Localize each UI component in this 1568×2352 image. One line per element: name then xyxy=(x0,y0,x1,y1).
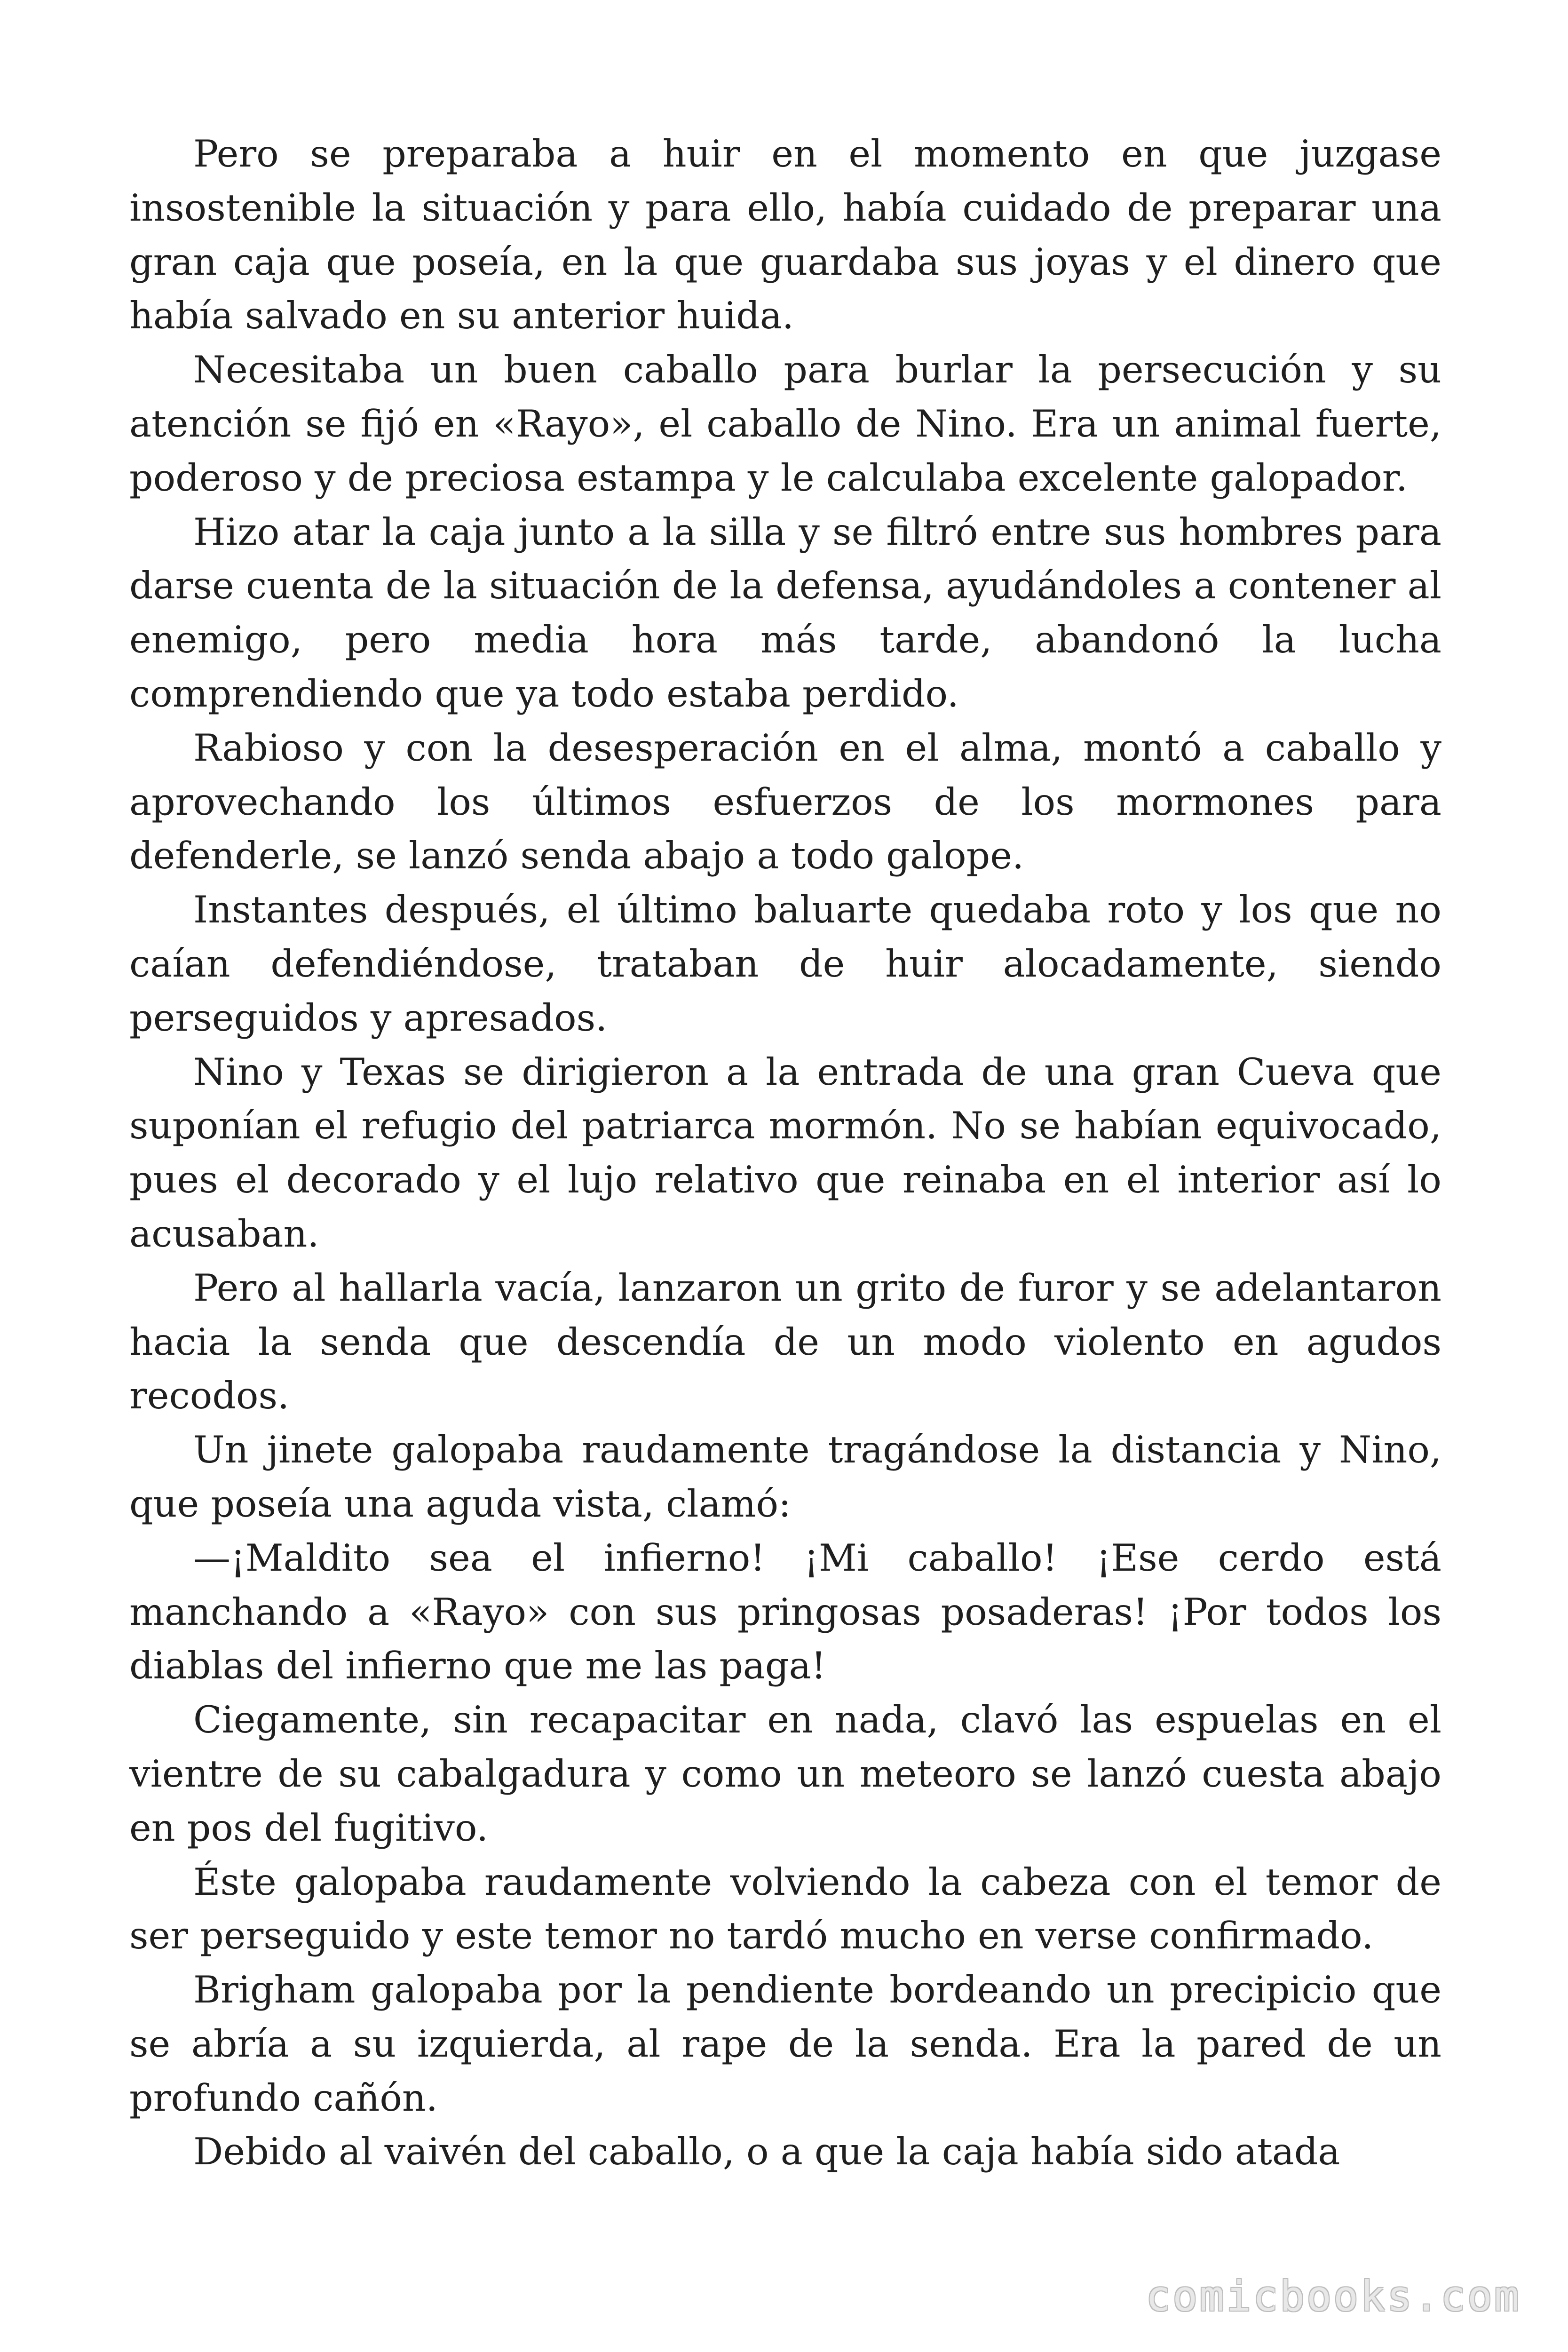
paragraph-1: Pero se preparaba a huir en el momento en que juzgase insostenible la situación y para ello, había cuidado de preparar una gran caja que poseía, en la que guardaba sus joyas y el dinero que había salvado en su anterior huida. xyxy=(129,132,1441,338)
watermark: comicbooks.com xyxy=(1146,2272,1521,2320)
paragraph-4: Rabioso y con la desesperación en el alma, montó a caballo y aprovechando los últimos esfuerzos de los mormones para defenderle, se lanzó senda abajo a todo galope. xyxy=(129,726,1441,878)
paragraph-12: Brigham galopaba por la pendiente bordeando un precipicio que se abría a su izquierda, al rape de la senda. Era la pared de un profundo cañón. xyxy=(129,1968,1441,2120)
paragraph-11: Éste galopaba raudamente volviendo la cabeza con el temor de ser perseguido y este temor no tardó mucho en verse confirmado. xyxy=(129,1860,1441,1958)
paragraph-2: Necesitaba un buen caballo para burlar la persecución y su atención se fijó en «Rayo», el caballo de Nino. Era un animal fuerte, poderoso y de preciosa estampa y le calculaba excelente galopador. xyxy=(129,348,1441,500)
paragraph-8: Un jinete galopaba raudamente tragándose la distancia y Nino, que poseía una aguda vista, clamó: xyxy=(129,1428,1441,1526)
book-page xyxy=(129,127,1441,2179)
paragraph-6: Nino y Texas se dirigieron a la entrada de una gran Cueva que suponían el refugio del patriarca mormón. No se habían equivocado, pues el decorado y el lujo relativo que reinaba en el interior así lo acusaban. xyxy=(129,1050,1441,1255)
paragraph-9: —¡Maldito sea el infierno! ¡Mi caballo! ¡Ese cerdo está manchando a «Rayo» con sus pringosas posaderas! ¡Por todos los diablas del infierno que me las paga! xyxy=(129,1536,1441,1688)
paragraph-7: Pero al hallarla vacía, lanzaron un grito de furor y se adelantaron hacia la senda que descendía de un modo violento en agudos recodos. xyxy=(129,1266,1441,1418)
paragraph-3: Hizo atar la caja junto a la silla y se filtró entre sus hombres para darse cuenta de la situación de la defensa, ayudándoles a contener al enemigo, pero media hora más tarde, abandonó la lucha comprendiendo que ya todo estaba perdido. xyxy=(129,510,1441,715)
paragraph-13: Debido al vaivén del caballo, o a que la caja había sido atada xyxy=(193,2130,1340,2174)
paragraph-10: Ciegamente, sin recapacitar en nada, clavó las espuelas en el vientre de su cabalgadura y como un meteoro se lanzó cuesta abajo en pos del fugitivo. xyxy=(129,1698,1441,1850)
paragraph-5: Instantes después, el último baluarte quedaba roto y los que no caían defendiéndose, trataban de huir alocadamente, siendo perseguidos y apresados. xyxy=(129,888,1441,1040)
